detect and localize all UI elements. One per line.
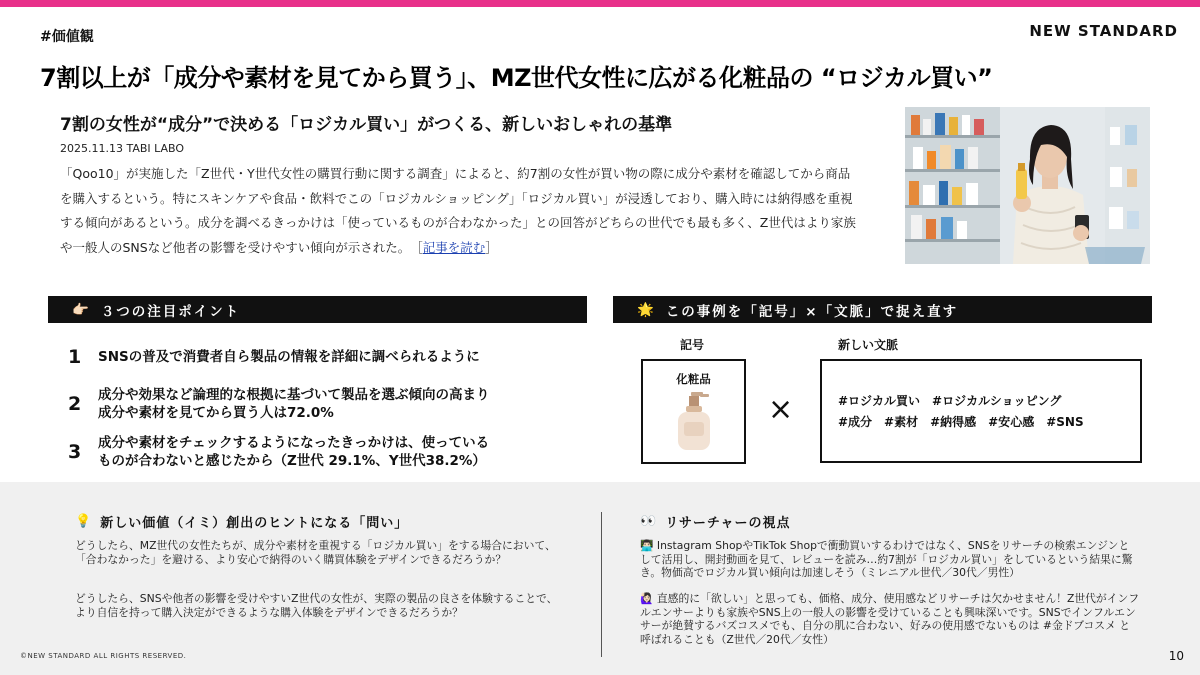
sparkle-star-icon: 🌟 — [637, 301, 656, 318]
article-body-text: 「Qoo10」が実施した「Z世代・Y世代女性の購買行動に関する調査」によると、約7割の女性が買い物の際に成分や素材を確認してから商品を購入するという。特にスキンケアや食品・飲料でこの「ロジカルショッピング」「ロジカル買い」が浸透しており、購入時には納得感を重視する傾向があるという。成分を調べるきっかけは「使っているものが合わなかった」との回答がどちらの世代でも最も多く、Z世代はより家族や一般人のSNSなど他者の影響を受けやすい傾向が示された。 — [60, 166, 856, 255]
link-bracket-open: ［ — [416, 239, 423, 255]
reframe-section-header — [613, 296, 1152, 323]
category-tag: #価値観 — [40, 29, 94, 45]
link-bracket-close: ］ — [485, 239, 498, 255]
researcher-comment-2 — [640, 592, 1140, 646]
page-number: 10 — [1168, 649, 1184, 663]
list-item — [68, 344, 568, 370]
lightbulb-icon: 💡 — [75, 514, 93, 529]
points-section-header — [48, 296, 587, 323]
symbol-box — [641, 359, 746, 464]
question-2: どうしたら、SNSや他者の影響を受けやすいZ世代の女性が、実際の製品の良さを体験することで、より自信を持って購入決定ができるような購入体験をデザインできるだろうか？ — [75, 592, 558, 619]
page-title: 7割以上が「成分や素材を見てから買う」、MZ世代女性に広がる化粧品の “ロジカル買い” — [40, 64, 993, 92]
question-1: どうしたら、MZ世代の女性たちが、成分や素材を重視する「ロジカル買い」をする場合において、「合わなかった」を避ける、より安心で納得のいく購買体験をデザインできるだろうか？ — [75, 539, 556, 566]
researcher-comment-2-text: 直感的に「欲しい」と思っても、価格、成分、使用感などリサーチは欠かせません！Z世代がインフルエンサーよりも家族やSNS上の一般人の影響を受けていることも興味深いです。SNSでインフルエンサーが絶賛するバズコスメでも、自分の肌に合わない、好みの使用感でないものは #金ドブコスメ と呼ばれることも（Z世代／20代／女性） — [640, 592, 1140, 646]
article-title: 7割の女性が“成分”で決める「ロジカル買い」がつくる、新しいおしゃれの基準 — [60, 115, 673, 135]
point-line: 成分や素材を見てから買う人は72.0% — [98, 405, 334, 421]
point-line: 成分や素材をチェックするようになったきっかけは、使っている — [98, 435, 490, 451]
researcher-title-text: リサーチャーの視点 — [665, 516, 791, 531]
context-label: 新しい文脈 — [838, 338, 899, 352]
read-article-link[interactable]: 記事を読む — [422, 239, 486, 255]
top-accent-bar — [0, 0, 1200, 7]
list-item — [68, 434, 568, 470]
article-date: 2025.11.13 TABI LABO — [60, 142, 185, 155]
brand-logo: NEW STANDARD — [1029, 22, 1178, 40]
points-list — [68, 344, 568, 470]
questions-title-text: 新しい価値（イミ）創出のヒントになる「問い」 — [100, 516, 409, 531]
article-photo — [905, 107, 1150, 264]
points-section-title: ３つの注目ポイント — [100, 303, 241, 320]
researcher-title — [640, 512, 791, 531]
point-text — [98, 386, 490, 422]
point-number: 1 — [68, 346, 82, 368]
reframe-section-title: この事例を「記号」×「文脈」で捉え直す — [665, 303, 959, 320]
researcher-comment-1-text: Instagram ShopやTikTok Shopで衝動買いするわけではなく、SNSをリサーチの検索エンジンとして活用し、開封動画を見て、レビューを読み…約7割が「ロジカル買い」をしているという結果に驚き。物価高でロジカル買い傾向は加速しそう（ミレニアル世代／30代／男性） — [640, 539, 1133, 579]
context-box — [820, 359, 1142, 463]
pointing-hand-icon: 👉🏻 — [72, 301, 91, 318]
eyes-icon: 👀 — [640, 514, 658, 529]
raising-hand-icon: 🙋🏻‍♀️ — [640, 592, 654, 605]
cosmetic-bottle-icon — [674, 392, 714, 450]
point-text — [98, 434, 489, 470]
symbol-box-label: 化粧品 — [676, 372, 711, 386]
point-number: 2 — [68, 393, 82, 415]
point-line: ものが合わないと感じたから（Z世代 29.1%、Y世代38.2%） — [98, 453, 486, 469]
point-line: SNSの普及で消費者自ら製品の情報を詳細に調べられるように — [98, 349, 480, 365]
list-item — [68, 386, 568, 422]
copyright: ©NEW STANDARD ALL RIGHTS RESERVED. — [20, 652, 187, 660]
woman-in-pharmacy-illustration — [905, 107, 1150, 264]
questions-title — [75, 512, 408, 531]
multiply-sign: × — [768, 392, 794, 427]
point-text — [98, 348, 480, 366]
point-number: 3 — [68, 441, 82, 463]
researcher-comment-1 — [640, 539, 1140, 580]
point-line: 成分や効果など論理的な根拠に基づいて製品を選ぶ傾向の高まり — [98, 387, 490, 403]
article-body — [60, 162, 860, 260]
hashtag-line: #成分 #素材 #納得感 #安心感 #SNS — [838, 415, 1084, 429]
symbol-label: 記号 — [680, 338, 705, 352]
panel-divider — [601, 512, 602, 657]
technologist-icon: 👨🏻‍💻 — [640, 539, 654, 552]
hashtag-line: #ロジカル買い #ロジカルショッピング — [838, 394, 1062, 408]
